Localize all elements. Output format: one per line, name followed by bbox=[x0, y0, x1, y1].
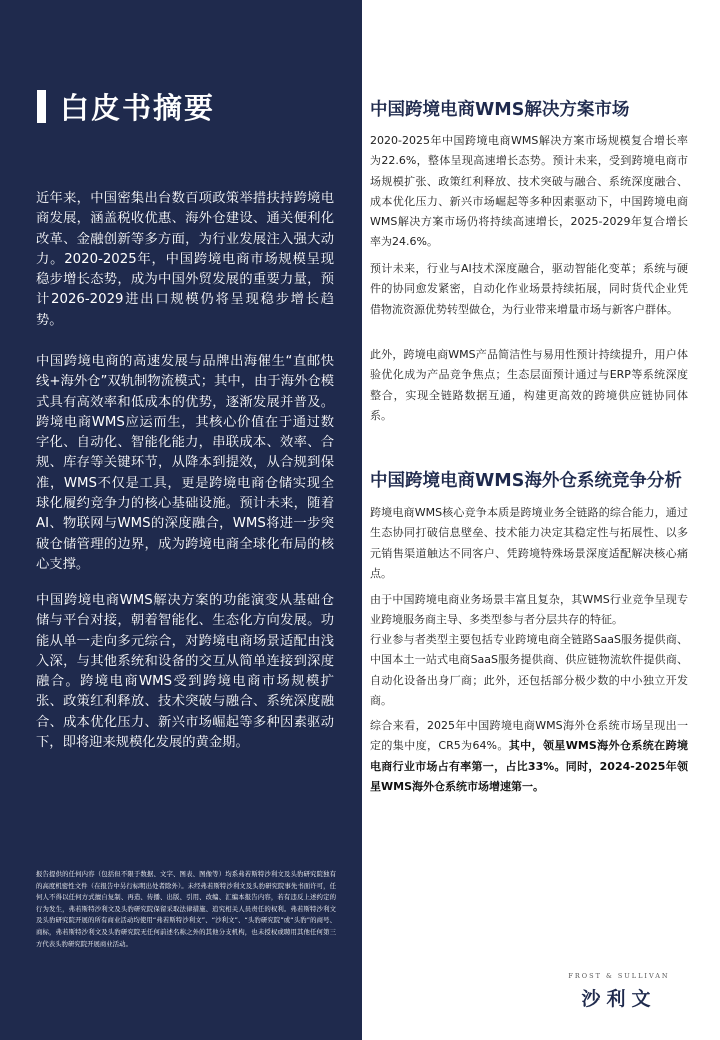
page-title: 白皮书摘要 bbox=[60, 90, 216, 125]
competition-paragraph-2: 由于中国跨境电商业务场景丰富且复杂，其WMS行业竞争呈现专业跨境服务商主导、多类型参与者分层共存的特征。 bbox=[370, 593, 688, 627]
logo-chinese-name: 沙利文 bbox=[581, 988, 657, 1010]
title-accent-bar bbox=[37, 90, 46, 123]
competition-paragraph-3: 行业参与者类型主要包括专业跨境电商全链路SaaS服务提供商、中国本土一站式电商SaaS服务提供商、供应链物流软件提供商、自动化设备出身厂商；此外，还包括部分极少数的中小独立开发商。 bbox=[370, 633, 688, 707]
summary-paragraph-2: 中国跨境电商的高速发展与品牌出海催生“直邮快线+海外仓”双轨制物流模式；其中，由于海外仓模式具有高效率和低成本的优势，逐渐发展并普及。跨境电商WMS应运而生，其核心价值在于通过数字化、自动化、智能化能力，串联成本、效率、合规、库存等关键环节，从降本到提效，从合规到保准，WMS不仅是工具，更是跨境电商仓储实现全球化履约竞争力的核心基础设施。预计未来，随着AI、物联网与WMS的深度融合，WMS将进一步突破仓储管理的边界，成为跨境电商全球化布局的核心支撑。 bbox=[36, 354, 334, 572]
wms-market-paragraph-1: 2020-2025年中国跨境电商WMS解决方案市场规模复合增长率为22.6%，整体呈现高速增长态势。预计未来，受到跨境电商市场规模扩张、政策红利释放、技术突破与融合、系统深度融合、成本优化压力、新兴市场崛起等多种因素驱动下，中国跨境电商WMS解决方案市场仍将持续高速增长，2025-2029年复合增长率为24.6%。 bbox=[370, 134, 688, 249]
wms-market-paragraph-3: 此外，跨境电商WMS产品简洁性与易用性预计持续提升，用户体验优化成为产品竞争焦点；生态层面预计通过与ERP等系统深度整合，实现全链路数据互通，构建更高效的跨境供应链协同体系。 bbox=[370, 348, 688, 422]
summary-paragraph-1: 近年来，中国密集出台数百项政策举措扶持跨境电商发展，涵盖税收优惠、海外仓建设、通关便利化改革、金融创新等多方面，为行业发展注入强大动力。2020-2025年，中国跨境电商市场规模呈现稳步增长态势，成为中国外贸发展的重要力量，预计2026-2029进出口规模仍将呈现稳步增长趋势。 bbox=[36, 191, 334, 328]
title-block bbox=[37, 88, 215, 124]
frost-sullivan-logo bbox=[560, 972, 678, 1011]
section-title-competition: 中国跨境电商WMS海外仓系统竞争分析 bbox=[370, 471, 682, 491]
logo-english-name: FROST & SULLIVAN bbox=[568, 972, 670, 980]
competition-summary-text: 综合来看，2025年中国跨境电商WMS海外仓系统市场呈现出一定的集中度，CR5为64%。 bbox=[370, 719, 688, 753]
competition-paragraph-4 bbox=[370, 716, 688, 797]
summary-paragraph-3: 中国跨境电商WMS解决方案的功能演变从基础仓储与平台对接，朝着智能化、生态化方向发展。功能从单一走向多元综合，对跨境电商场景适配由浅入深，与其他系统和设备的交互从简单连接到深度融合。跨境电商WMS受到跨境电商市场规模扩张、政策红利释放、技术突破与融合、系统深度融合、成本优化压力、新兴市场崛起等多种因素驱动下，即将迎来规模化发展的黄金期。 bbox=[36, 593, 334, 751]
competition-paragraph-1: 跨境电商WMS核心竞争本质是跨境业务全链路的综合能力，通过生态协同打破信息壁垒、技术能力决定其稳定性与拓展性、以多元销售渠道触达不同客户、凭跨境特殊场景深度适配解决核心痛点。 bbox=[370, 506, 688, 580]
wms-market-paragraph-2: 预计未来，行业与AI技术深度融合，驱动智能化变革；系统与硬件的协同愈发紧密，自动化作业场景持续拓展，同时货代企业凭借物流资源优势转型做仓，为行业带来增量市场与新客户群体。 bbox=[370, 262, 688, 316]
section-title-wms-market: 中国跨境电商WMS解决方案市场 bbox=[370, 100, 630, 120]
competition-highlight-text: 其中，领星WMS海外仓系统在跨境电商行业市场占有率第一，占比33%。同时，2024-2025年领星WMS海外仓系统市场增速第一。 bbox=[370, 739, 688, 793]
copyright-disclaimer: 报告提供的任何内容（包括但不限于数据、文字、图表、图像等）均系弗若斯特沙利文及头豹研究院独有的高度机密性文件（在报告中另行标明出处者除外）。未经弗若斯特沙利文及头豹研究院事先书面许可，任何人不得以任何方式擅自复制、再造、传播、出版、引用、改编、汇编本报告内容，若有违反上述约定的行为发生，弗若斯特沙利文及头豹研究院保留采取法律措施、追究相关人员责任的权利。弗若斯特沙利文及头豹研究院开展的所有商业活动均使用“弗若斯特沙利文”、“沙利文”、“头豹研究院”或“头豹”的商号、商标，弗若斯特沙利文及头豹研究院无任何前述名称之外的其他分支机构，也未授权或聘用其他任何第三方代表头豹研究院开展商业活动。 bbox=[36, 870, 336, 948]
